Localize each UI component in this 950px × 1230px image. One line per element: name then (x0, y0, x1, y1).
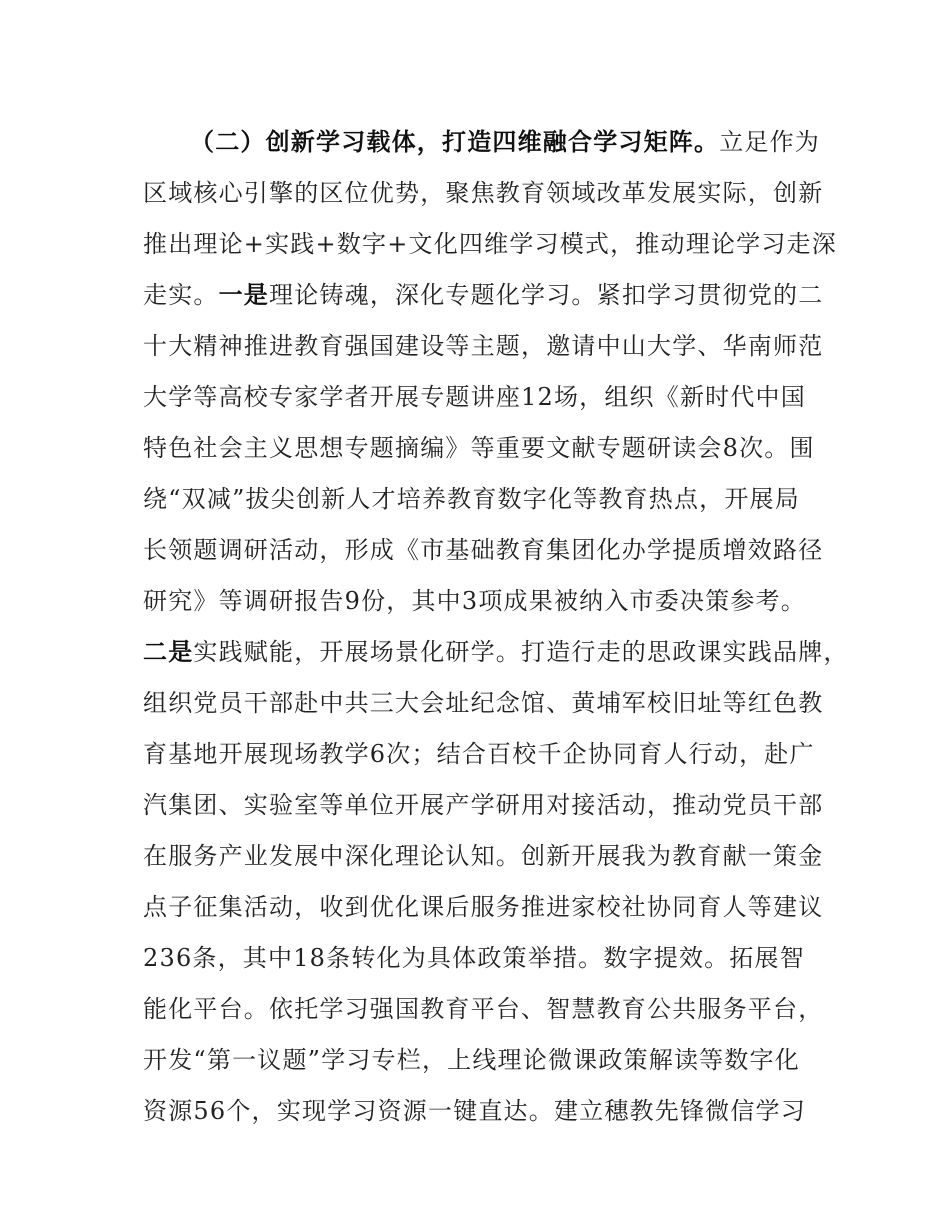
section-heading: （二）创新学习载体，打造四维融合学习矩阵。 (190, 128, 720, 156)
point-marker: 二是 (143, 638, 194, 666)
text-line (143, 785, 823, 825)
text-line (143, 887, 823, 927)
text-line (190, 122, 820, 162)
text-line (143, 224, 837, 264)
line-text: 236条，其中18条转化为具体政策举措。数字提效。拓展智 (143, 944, 805, 972)
line-text: 实践赋能，开展场景化研学。打造行走的思政课实践品牌， (193, 638, 849, 666)
line-text: 汽集团、实验室等单位开展产学研用对接活动，推动党员干部 (143, 791, 824, 819)
line-text: 理论铸魂，深化专题化学习。紧扣学习贯彻党的二 (269, 281, 824, 309)
line-text: 十大精神推进教育强国建设等主题，邀请中山大学、华南师范 (143, 332, 824, 360)
text-line (143, 1040, 800, 1080)
text-line (143, 632, 849, 672)
text-line (143, 1091, 806, 1131)
line-text: 点子征集活动，收到优化课后服务推进家校社协同育人等建议 (143, 893, 824, 921)
line-text: 特色社会主义思想专题摘编》等重要文献专题研读会8次。围 (143, 434, 815, 462)
text-line (143, 938, 805, 978)
line-text: 区域核心引擎的区位优势，聚焦教育领域改革发展实际，创新 (143, 179, 824, 207)
line-text: 组织党员干部赴中共三大会址纪念馆、黄埔军校旧址等红色教 (143, 689, 824, 717)
line-text: 在服务产业发展中深化理论认知。创新开展我为教育献一策金 (143, 842, 824, 870)
line-text: 开发“第一议题”学习专栏，上线理论微课政策解读等数字化 (143, 1046, 800, 1074)
point-marker: 一是 (218, 281, 270, 309)
line-text: 资源56个，实现学习资源一键直达。建立穗教先锋微信学习 (143, 1097, 806, 1125)
line-text: 育基地开展现场教学6次；结合百校千企协同育人行动，赴广 (143, 740, 815, 768)
text-line (143, 734, 815, 774)
text-line (143, 479, 800, 519)
text-line (143, 275, 823, 315)
line-text: 大学等高校专家学者开展专题讲座12场，组织《新时代中国 (143, 383, 806, 411)
text-line (143, 836, 823, 876)
text-line (143, 377, 806, 417)
text-line (143, 581, 806, 621)
line-text: 立足作为 (719, 128, 821, 156)
text-line (143, 530, 823, 570)
line-text: 能化平台。依托学习强国教育平台、智慧教育公共服务平台， (143, 995, 824, 1023)
line-text: 推出理论+实践+数字+文化四维学习模式，推动理论学习走深 (143, 230, 837, 258)
line-text: 研究》等调研报告9份，其中3项成果被纳入市委决策参考。 (143, 587, 806, 615)
text-line (143, 428, 815, 468)
line-text: 长领题调研活动，形成《市基础教育集团化办学提质增效路径 (143, 536, 824, 564)
text-line (143, 326, 823, 366)
text-line (143, 683, 823, 723)
line-text: 绕“双减”拔尖创新人才培养教育数字化等教育热点，开展局 (143, 485, 800, 513)
text-line (143, 173, 823, 213)
text-line (143, 989, 823, 1029)
line-text: 走实。 (143, 281, 219, 309)
